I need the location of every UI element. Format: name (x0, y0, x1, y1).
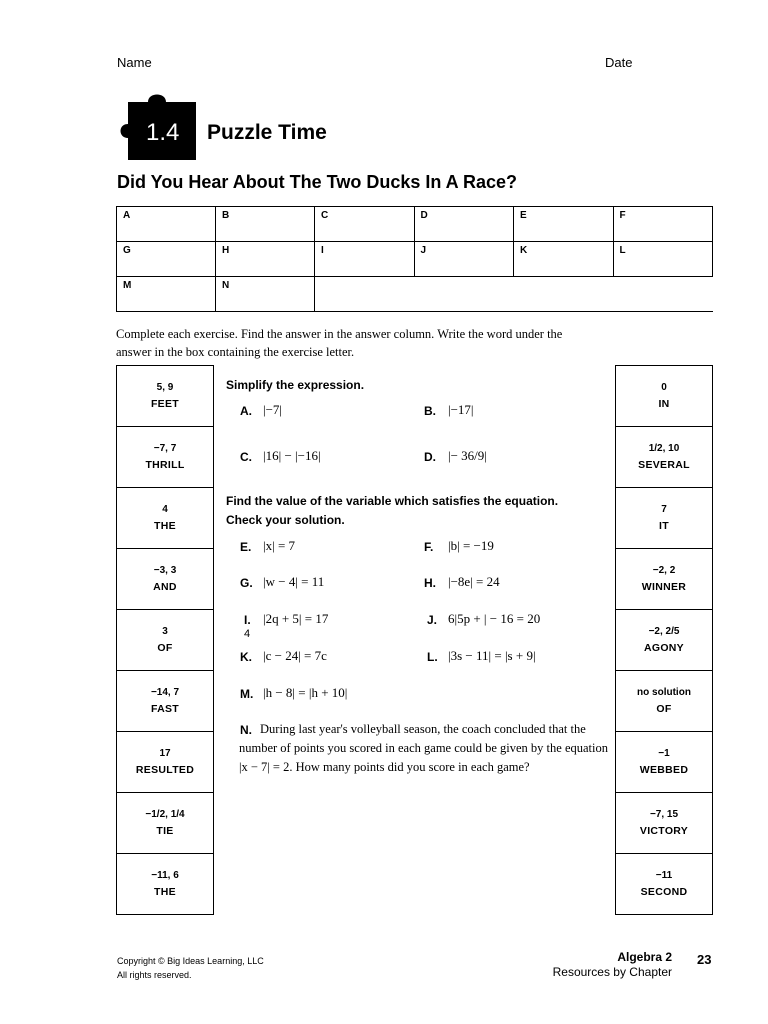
answer-word: VICTORY (639, 825, 689, 837)
grid-empty-space (315, 277, 713, 312)
exercise-label-n: N. (240, 723, 252, 737)
lesson-title: Puzzle Time (207, 121, 327, 144)
grid-cell-h[interactable]: H (216, 242, 315, 277)
exercise-expression-b: |−17| (448, 402, 474, 417)
answer-word: FEET (150, 398, 180, 410)
grid-cell-g[interactable]: G (117, 242, 216, 277)
section-heading-simplify: Simplify the expression. (226, 378, 365, 392)
exercise-label-g: G. (240, 576, 253, 590)
exercise-expression-m: |h − 8| = |h + 10| (263, 685, 348, 700)
answer-word: TIE (156, 825, 174, 837)
exercise-expression-j: 6|5p + | − 16 = 20 (448, 611, 541, 626)
name-label: Name (117, 55, 152, 70)
answer-word: WEBBED (639, 764, 689, 776)
answer-box (116, 853, 214, 915)
exercise-label-h: H. (424, 576, 436, 590)
lesson-number: 1.4 (146, 119, 180, 146)
page-number: 23 (697, 952, 712, 967)
answer-box (116, 487, 214, 549)
grid-cell-e[interactable]: E (514, 207, 614, 242)
answer-value: −2, 2 (652, 565, 676, 576)
answer-box (116, 792, 214, 854)
grid-cell-f[interactable]: F (613, 207, 713, 242)
answer-box (615, 670, 713, 732)
exercise-label-f: F. (424, 540, 434, 554)
answer-value: −7, 7 (153, 443, 177, 454)
rights-text: All rights reserved. (117, 970, 192, 980)
answer-box (615, 548, 713, 610)
answer-value: −1/2, 1/4 (145, 809, 185, 820)
answer-word: OF (157, 642, 173, 654)
answer-word: AGONY (643, 642, 684, 654)
exercise-expression-a: |−7| (263, 402, 283, 417)
exercise-expression-i: |2q + 5| = 17 (263, 611, 329, 626)
grid-cell-k[interactable]: K (514, 242, 614, 277)
answer-value: −7, 15 (649, 809, 679, 820)
exercise-n-word-problem: During last year's volleyball season, the coach concluded that the number of points you scored in each game could be given by the equation |x − 7| = 2. How many points did you score in each game? (239, 722, 608, 774)
right-answer-column (615, 366, 713, 915)
answer-word: IT (659, 520, 669, 532)
grid-cell-i[interactable]: I (315, 242, 415, 277)
answer-box (615, 731, 713, 793)
answer-value: −3, 3 (153, 565, 177, 576)
date-label: Date (605, 55, 633, 70)
answer-box (116, 731, 214, 793)
exercise-expression-h: |−8e| = 24 (448, 574, 500, 589)
grid-cell-j[interactable]: J (414, 242, 514, 277)
exercise-label-d: D. (424, 450, 436, 464)
answer-value: 0 (661, 382, 667, 393)
answer-box (116, 670, 214, 732)
answer-word: AND (153, 581, 177, 593)
answer-word: THRILL (145, 459, 185, 471)
exercise-expression-k: |c − 24| = 7c (263, 648, 327, 663)
exercise-i-extra: 4 (244, 628, 251, 640)
answer-value: −1 (658, 748, 670, 759)
copyright-text: Copyright © Big Ideas Learning, LLC (117, 956, 264, 966)
answer-word: SEVERAL (638, 459, 690, 471)
answer-value: −14, 7 (150, 687, 180, 698)
exercise-expression-d: |− 36/9| (448, 448, 487, 463)
left-answer-column (116, 366, 214, 915)
answer-box (615, 792, 713, 854)
exercise-label-a: A. (240, 404, 252, 418)
grid-cell-a[interactable]: A (117, 207, 216, 242)
answer-box (615, 365, 713, 427)
footer-book-info (540, 950, 672, 980)
answer-value: −11, 6 (151, 870, 179, 881)
answer-value: 1/2, 10 (648, 443, 680, 454)
answer-value: −2, 2/5 (648, 626, 680, 637)
answer-word: THE (154, 520, 176, 532)
exercise-expression-g: |w − 4| = 11 (263, 574, 325, 589)
riddle-question: Did You Hear About The Two Ducks In A Race? (117, 172, 518, 192)
answer-word: WINNER (641, 581, 687, 593)
answer-value: no solution (637, 687, 691, 698)
answer-value: 4 (162, 504, 168, 515)
grid-cell-d[interactable]: D (414, 207, 514, 242)
answer-box (615, 426, 713, 488)
answer-value: 3 (162, 626, 168, 637)
grid-cell-m[interactable]: M (117, 277, 216, 312)
answer-value: −11 (655, 870, 673, 881)
exercise-label-m: M. (240, 687, 254, 701)
answer-word: THE (154, 886, 176, 898)
instructions: Complete each exercise. Find the answer in the answer column. Write the word under the answer in the box containing the exercise letter. (116, 327, 563, 359)
answer-word: SECOND (640, 886, 688, 898)
answer-box (116, 365, 214, 427)
exercise-label-i: I. (244, 613, 251, 627)
answer-value: 17 (159, 748, 171, 759)
exercise-label-c: C. (240, 450, 252, 464)
grid-cell-b[interactable]: B (216, 207, 315, 242)
exercise-expression-e: |x| = 7 (263, 538, 296, 553)
answer-box (116, 609, 214, 671)
answer-word: IN (658, 398, 670, 410)
exercise-label-j: J. (427, 613, 438, 627)
section-heading-solve: Find the value of the variable which satisfies the equation. Check your solution. (226, 494, 559, 527)
resource-title: Resources by Chapter (552, 965, 672, 979)
exercise-expression-f: |b| = −19 (448, 538, 494, 553)
exercise-expression-l: |3s − 11| = |s + 9| (448, 648, 536, 663)
exercise-label-e: E. (240, 540, 252, 554)
answer-word: OF (656, 703, 672, 715)
answer-value: 5, 9 (156, 382, 174, 393)
book-title: Algebra 2 (617, 950, 672, 964)
exercise-expression-c: |16| − |−16| (263, 448, 321, 463)
answer-word: FAST (150, 703, 180, 715)
answer-word: RESULTED (135, 764, 195, 776)
answer-value: 7 (661, 504, 667, 515)
footer-copyright (117, 954, 264, 982)
answer-box (615, 853, 713, 915)
answer-grid (116, 206, 713, 312)
answer-box (116, 548, 214, 610)
exercise-label-b: B. (424, 404, 436, 418)
grid-cell-n[interactable]: N (216, 277, 315, 312)
answer-box (116, 426, 214, 488)
grid-cell-c[interactable]: C (315, 207, 415, 242)
answer-box (615, 609, 713, 671)
answer-box (615, 487, 713, 549)
grid-cell-l[interactable]: L (613, 242, 713, 277)
exercise-label-k: K. (240, 650, 252, 664)
exercise-label-l: L. (427, 650, 438, 664)
